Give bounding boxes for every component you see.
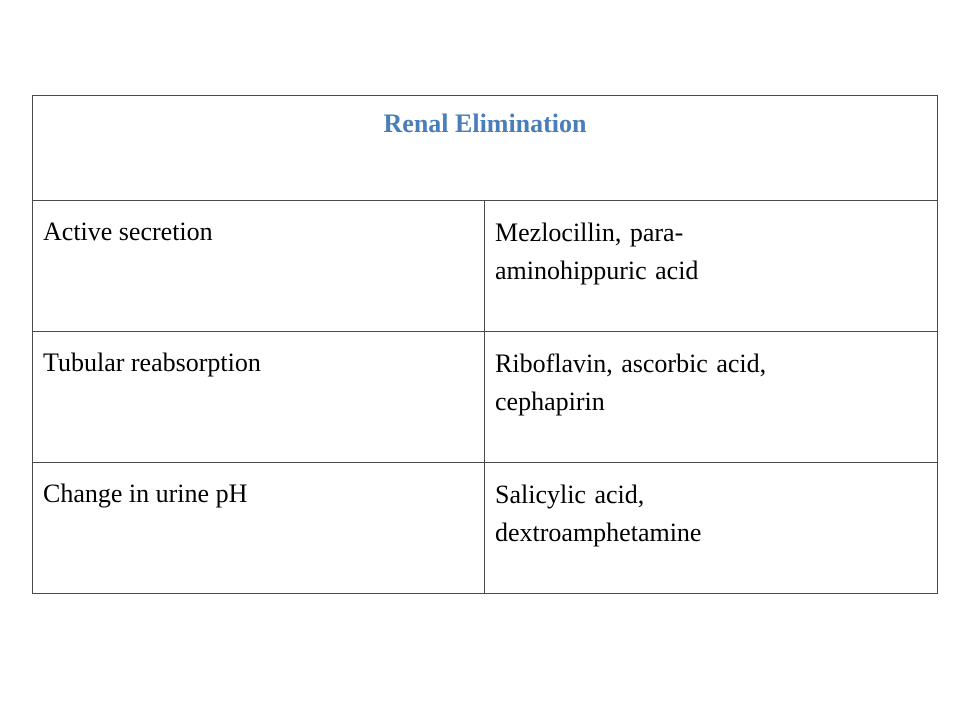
drugs-text bbox=[485, 332, 937, 421]
drugs-text bbox=[485, 463, 937, 552]
table-row bbox=[33, 201, 938, 332]
table-header-row bbox=[33, 96, 938, 201]
renal-elimination-table bbox=[32, 95, 938, 594]
drugs-cell bbox=[485, 201, 938, 332]
drugs-line: Mezlocillin, para- bbox=[495, 218, 684, 247]
drugs-text bbox=[485, 201, 937, 290]
mechanism-cell bbox=[33, 201, 485, 332]
drugs-line: cephapirin bbox=[495, 387, 605, 416]
drugs-line: Salicylic acid, bbox=[495, 480, 645, 509]
mechanism-label: Change in urine pH bbox=[43, 479, 248, 508]
drugs-line: Riboflavin, ascorbic acid, bbox=[495, 349, 767, 378]
mechanism-cell bbox=[33, 332, 485, 463]
table-row bbox=[33, 463, 938, 594]
drugs-cell bbox=[485, 332, 938, 463]
table-title-cell bbox=[33, 96, 938, 201]
mechanism-label: Active secretion bbox=[43, 217, 213, 246]
drugs-line: dextroamphetamine bbox=[495, 518, 702, 547]
table-row bbox=[33, 332, 938, 463]
mechanism-label: Tubular reabsorption bbox=[43, 348, 261, 377]
drugs-cell bbox=[485, 463, 938, 594]
table-title: Renal Elimination bbox=[383, 109, 587, 138]
drugs-line: aminohippuric acid bbox=[495, 256, 699, 285]
mechanism-cell bbox=[33, 463, 485, 594]
